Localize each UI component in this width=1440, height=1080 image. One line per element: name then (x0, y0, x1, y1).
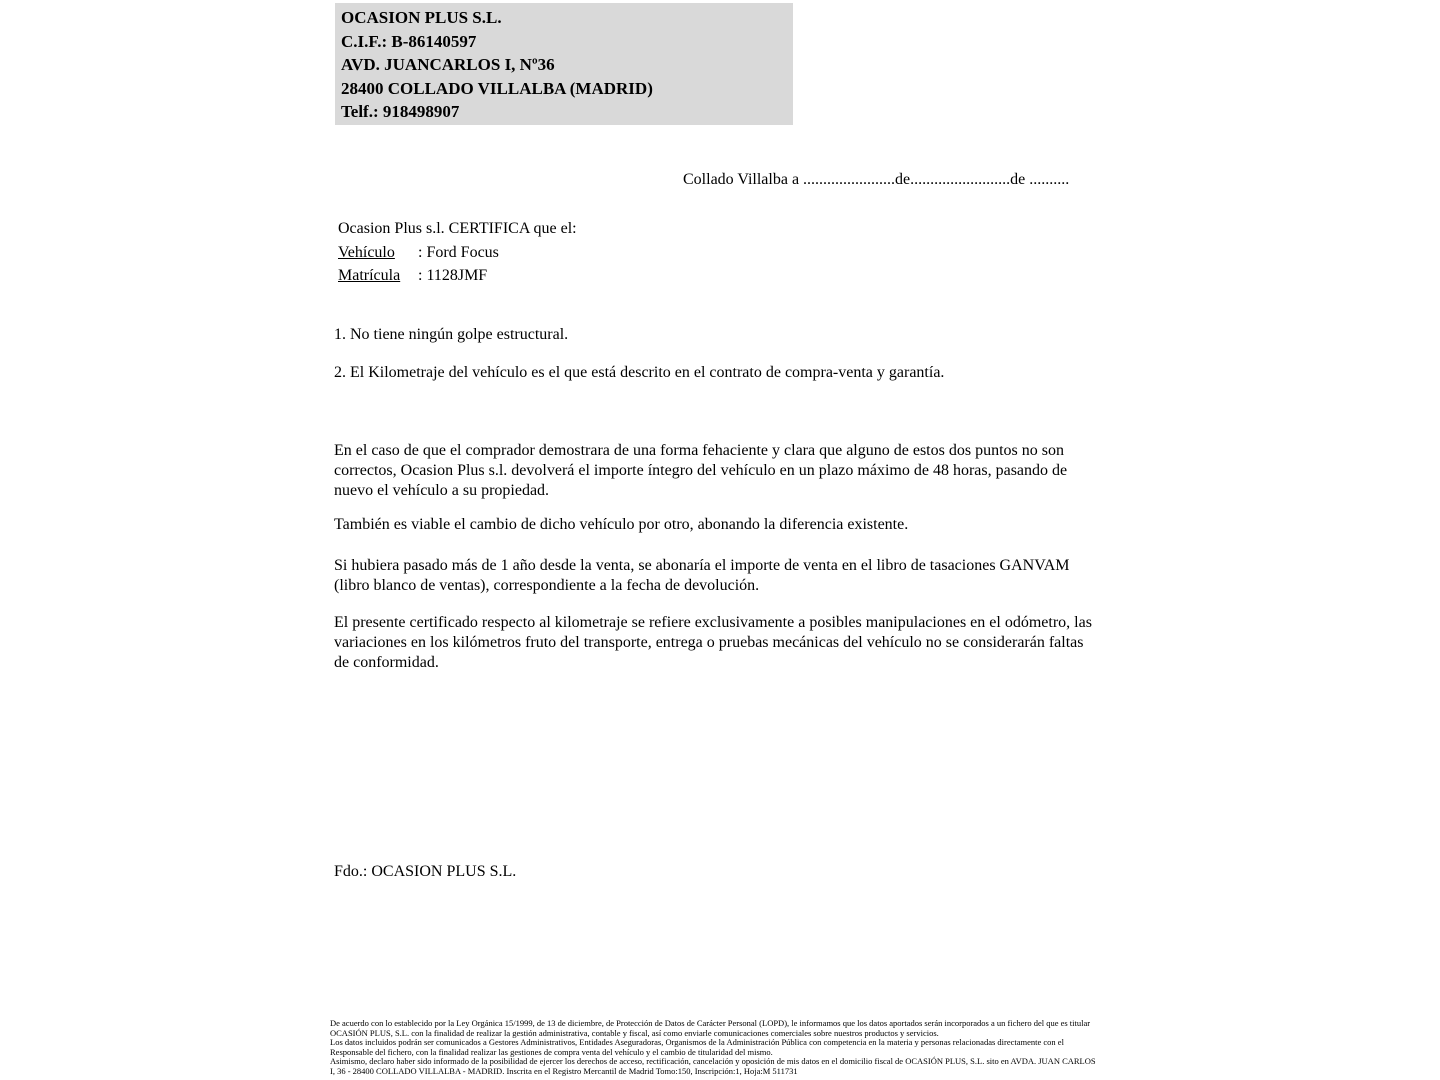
vehicle-value: : Ford Focus (418, 243, 499, 261)
legal-footer (330, 1019, 1102, 1077)
plate-row (338, 264, 577, 288)
plate-label: Matrícula (338, 267, 401, 284)
legal-paragraph-data-sharing: Los datos incluidos podrán ser comunicados a Gestores Administrativos, Entidades Aseguradoras, Organismos de la Administración Pública con competencia en la materia y personas relacionadas directamente con el Responsable del fichero, con la finalidad realizar las gestiones de compra venta del vehículo y el cambio de titularidad del mismo. (330, 1037, 1064, 1057)
certifies-intro: Ocasion Plus s.l. CERTIFICA que el: (338, 220, 577, 237)
company-address: AVD. JUANCARLOS I, Nº36 (341, 55, 555, 74)
vehicle-label: Vehículo (338, 243, 395, 261)
signature-line: Fdo.: OCASION PLUS S.L. (334, 863, 517, 880)
paragraph-ganvam-clause: Si hubiera pasado más de 1 año desde la venta, se abonaría el importe de venta en el libro de tasaciones GANVAM (libro blanco de ventas), correspondiente a la fecha de devolución. (334, 557, 1070, 594)
certificate-point-1: 1. No tiene ningún golpe estructural. (334, 326, 569, 343)
paragraph-odometer-clause: El presente certificado respecto al kilometraje se refiere exclusivamente a posibles manipulaciones en el odómetro, las variaciones en los kilómetros fruto del transporte, entrega o pruebas mecánicas del vehículo no se considerarán faltas de conformidad. (334, 614, 1092, 671)
company-city: 28400 COLLADO VILLALBA (MADRID) (341, 78, 653, 98)
plate-value: : 1128JMF (418, 267, 488, 284)
legal-paragraph-rights: Asimismo, declaro haber sido informado de la posibilidad de ejercer los derechos de acceso, rectificación, cancelación y oposición de mis datos en el domicilio fiscal de OCASIÓN PLUS, S.L. sito en AVDA. JUAN CARLOS I, 36 - 28400 COLLADO VILLALBA - MADRID. Inscrita en el Registro Mercantil de Madrid Tomo:150, Inscripción:1, Hoja:M 511731 (330, 1056, 1096, 1076)
company-cif: C.I.F.: B-86140597 (341, 31, 477, 51)
company-phone: Telf.: 918498907 (341, 102, 460, 121)
paragraph-refund-clause: En el caso de que el comprador demostrara de una forma fehaciente y clara que alguno de estos dos puntos no son correctos, Ocasion Plus s.l. devolverá el importe íntegro del vehículo en un plazo máximo de 48 horas, pasando de nuevo el vehículo a su propiedad. (334, 442, 1068, 499)
company-header-box (335, 3, 793, 125)
company-name: OCASION PLUS S.L. (341, 8, 502, 27)
date-line: Collado Villalba a .......................de.........................de .......... (683, 171, 1070, 188)
certifies-block (338, 217, 577, 288)
paragraph-exchange-clause: También es viable el cambio de dicho vehículo por otro, abonando la diferencia existente. (334, 516, 909, 533)
legal-paragraph-lopd: De acuerdo con lo establecido por la Ley Orgánica 15/1999, de 13 de diciembre, de Protección de Datos de Carácter Personal (LOPD), le informamos que los datos aportados serán incorporados a un fichero del que es titular OCASIÓN PLUS, S.L. con la finalidad de realizar la gestión administrativa, contable y fiscal, así como enviarle comunicaciones comerciales sobre nuestros productos y servicios. (330, 1018, 1091, 1038)
certificate-point-2: 2. El Kilometraje del vehículo es el que está descrito en el contrato de compra-venta y garantía. (334, 364, 945, 381)
vehicle-row (338, 241, 577, 265)
